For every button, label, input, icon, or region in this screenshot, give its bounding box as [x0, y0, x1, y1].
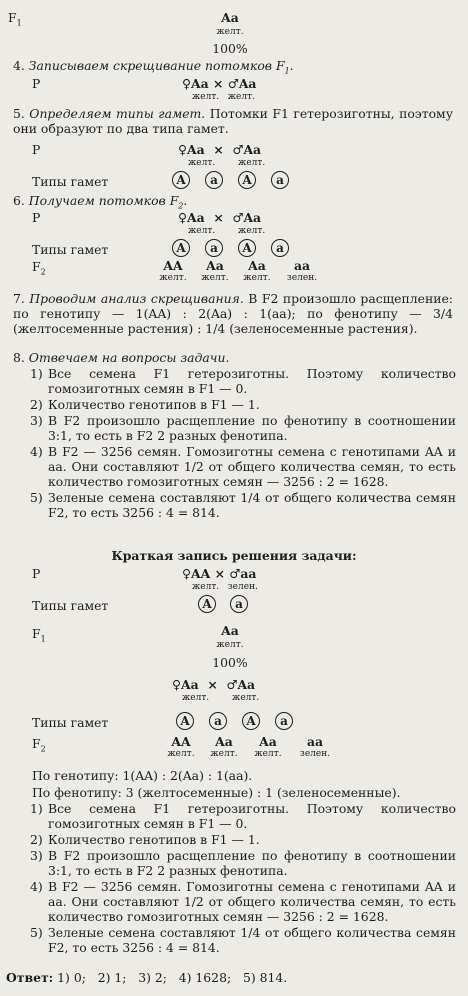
- summary-f1-color: желт.: [216, 640, 244, 650]
- answer-line: [6, 970, 287, 985]
- gamete: a: [205, 171, 223, 189]
- gamete: A: [238, 171, 256, 189]
- summary-p-colors: желт. зелен.: [192, 582, 258, 592]
- step-5-gametes: [172, 171, 289, 189]
- step-6-cross: ♀Aa × ♂Aa: [178, 210, 262, 225]
- offspring-item: Aa желт.: [254, 734, 282, 759]
- step-7-paragraph: 7. Проводим анализ скрещивания. В F2 произошло расщепление: по генотипу — 1(AA) : 2(Aa) : 1(aa); по фенотипу — 3/4 (желтосеменные растения) : 1/4 (зеленосеменные растения).: [13, 291, 453, 336]
- step-6-f2-label: $F_2$: [32, 259, 46, 277]
- list-item: 1) Все семена F1 гетерозиготны. Поэтому количество гомозиготных семян в F1 — 0.: [30, 801, 456, 831]
- list-item: 5) Зеленые семена составляют 1/4 от общего количества семян F2, то есть 3256 : 4 = 814.: [30, 490, 456, 520]
- summary-f1-percent: 100%: [212, 655, 248, 670]
- gamete: A: [172, 239, 190, 257]
- list-item: 4) В F2 — 3256 семян. Гомозиготны семена с генотипами AA и aa. Они составляют 1/2 от общего количества семян, то есть количество гомозиготных семян — 3256 : 2 = 1628.: [30, 444, 456, 489]
- summary-f1-label: $F_1$: [32, 626, 46, 644]
- step-6-gametes: [172, 239, 289, 257]
- summary-f1-colors: желт. желт.: [182, 693, 260, 703]
- step-4-heading: 4. Записываем скрещивание потомков $F_1$.: [13, 58, 294, 76]
- summary-p-cross: ♀AA × ♂aa: [182, 566, 257, 581]
- gamete: A: [198, 595, 216, 613]
- gamete: a: [275, 712, 293, 730]
- summary-gametes-label: Типы гамет: [32, 598, 109, 613]
- step-5-gametes-label: Типы гамет: [32, 174, 109, 189]
- phenotype-ratio: По фенотипу: 3 (желтосеменные) : 1 (зеленосеменные).: [32, 785, 401, 800]
- answer-label: Ответ:: [6, 970, 54, 985]
- step-6-heading: 6. Получаем потомков $F_2$.: [13, 193, 188, 211]
- list-item: 4) В F2 — 3256 семян. Гомозиготны семена с генотипами AA и aa. Они составляют 1/2 от общего количества семян, то есть количество гомозиготных семян — 3256 : 2 = 1628.: [30, 879, 456, 924]
- step-5-cross: ♀Aa × ♂Aa: [178, 142, 262, 157]
- list-item: 2) Количество генотипов в F1 — 1.: [30, 832, 260, 847]
- summary-offspring: [160, 734, 340, 760]
- gamete: a: [205, 239, 223, 257]
- genotype-ratio: По генотипу: 1(AA) : 2(Aa) : 1(aa).: [32, 768, 253, 783]
- step-8-list: [30, 366, 456, 521]
- f1-label: $F_1$: [8, 10, 22, 28]
- step-4-p-label: P: [32, 76, 41, 91]
- summary-f1-genotype: Aa: [221, 623, 239, 638]
- gamete: A: [238, 239, 256, 257]
- list-item: 3) В F2 произошло расщепление по фенотипу в соотношении 3:1, то есть в F2 2 разных фенотипа.: [30, 413, 456, 443]
- summary-gametes-label-2: Типы гамет: [32, 715, 109, 730]
- list-item: 1) Все семена F1 гетерозиготны. Поэтому количество гомозиготных семян в F1 — 0.: [30, 366, 456, 396]
- answer-text: 1) 0; 2) 1; 3) 2; 4) 1628; 5) 814.: [57, 970, 288, 985]
- step-5-p-label: P: [32, 142, 41, 157]
- summary-f1-cross: ♀Aa × ♂Aa: [172, 677, 256, 692]
- step-4-cross: ♀Aa × ♂Aa: [182, 76, 257, 91]
- list-item: 5) Зеленые семена составляют 1/4 от общего количества семян F2, то есть 3256 : 4 = 814.: [30, 925, 456, 955]
- step-8-heading: 8. Отвечаем на вопросы задачи.: [13, 350, 230, 365]
- step-4-colors: желт. желт.: [192, 92, 255, 102]
- summary-heading: Краткая запись решения задачи:: [111, 548, 357, 563]
- step-6-colors: желт. желт.: [188, 226, 266, 236]
- f1-color: желт.: [216, 27, 244, 37]
- offspring-item: aa зелен.: [299, 734, 331, 759]
- summary-f2-label: $F_2$: [32, 736, 46, 754]
- offspring-item: Aa желт.: [243, 258, 271, 283]
- summary-p-gametes: [198, 595, 248, 613]
- summary-p-label: P: [32, 566, 41, 581]
- offspring-item: aa зелен.: [286, 258, 318, 283]
- gamete: a: [271, 239, 289, 257]
- gamete: a: [271, 171, 289, 189]
- step-5-colors: желт. желт.: [188, 158, 266, 168]
- offspring-item: AA желт.: [159, 258, 187, 283]
- summary-f1-gametes: [176, 712, 293, 730]
- step-5-paragraph: 5. Определяем типы гамет. Потомки F1 гетерозиготны, поэтому они образуют по два типа гамет.: [13, 106, 453, 136]
- list-item: 2) Количество генотипов в F1 — 1.: [30, 397, 260, 412]
- gamete: A: [242, 712, 260, 730]
- step-6-gametes-label: Типы гамет: [32, 242, 109, 257]
- list-item: 3) В F2 произошло расщепление по фенотипу в соотношении 3:1, то есть в F2 2 разных фенотипа.: [30, 848, 456, 878]
- step-6-p-label: P: [32, 210, 41, 225]
- step-6-offspring: [152, 258, 326, 284]
- f1-percent: 100%: [212, 41, 248, 56]
- gamete: a: [230, 595, 248, 613]
- summary-list: [30, 801, 456, 956]
- f1-genotype: Aa: [221, 10, 239, 25]
- offspring-item: Aa желт.: [210, 734, 238, 759]
- gamete: A: [172, 171, 190, 189]
- offspring-item: AA желт.: [167, 734, 195, 759]
- offspring-item: Aa желт.: [201, 258, 229, 283]
- gamete: A: [176, 712, 194, 730]
- gamete: a: [209, 712, 227, 730]
